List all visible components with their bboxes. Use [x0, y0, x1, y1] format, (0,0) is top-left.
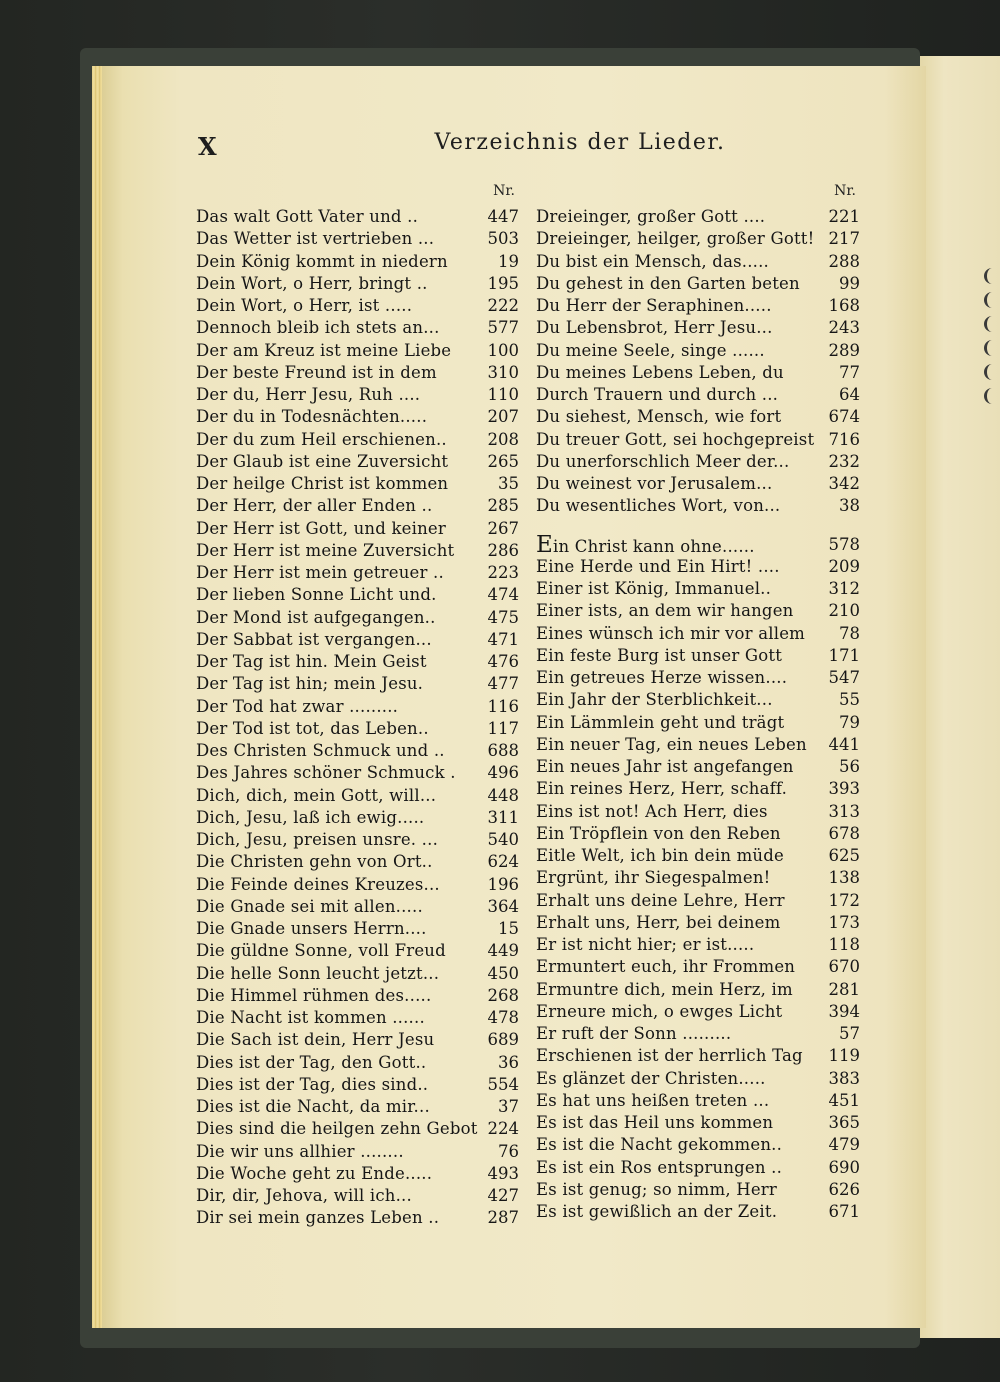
hymn-number: 79 [839, 712, 860, 732]
hymn-title: Dein König kommt in niedern [196, 251, 448, 271]
index-entry [536, 273, 860, 295]
index-entry [536, 845, 860, 867]
hymn-number: 427 [487, 1186, 519, 1205]
hymn-title: Dies ist die Nacht, da mir... [196, 1097, 430, 1116]
hymn-number: 117 [487, 718, 519, 738]
index-entry [196, 1141, 519, 1163]
hymn-title: Dein Wort, o Herr, ist ..... [196, 296, 413, 315]
index-entry [196, 495, 519, 517]
hymn-number: 15 [498, 919, 519, 938]
hymn-number: 172 [828, 890, 860, 910]
index-entry [196, 1052, 519, 1074]
hymn-number: 217 [828, 229, 860, 249]
hymn-number: 626 [828, 1179, 860, 1199]
hymn-title: Du meines Lebens Leben, du [536, 362, 784, 382]
index-entry [536, 384, 860, 406]
index-entry [536, 623, 860, 645]
index-entry [196, 1074, 519, 1096]
index-entry [536, 1112, 860, 1134]
hymn-title: Ein Tröpflein von den Reben [536, 823, 781, 843]
index-entry [196, 985, 519, 1007]
hymn-title: Es ist genug; so nimm, Herr [536, 1179, 777, 1199]
hymn-title: Ein getreues Herze wissen.... [536, 668, 788, 687]
index-entry [536, 295, 860, 317]
hymn-title: Ein neues Jahr ist angefangen [536, 757, 794, 776]
hymn-number: 78 [839, 623, 860, 643]
index-entry [536, 206, 860, 228]
facing-page-glyph [984, 292, 1000, 308]
hymn-number: 578 [828, 534, 860, 554]
index-entry [536, 956, 860, 978]
index-entry [536, 867, 860, 889]
hymn-title: Die Woche geht zu Ende..... [196, 1163, 433, 1183]
index-entry [536, 979, 860, 1001]
index-entry [536, 317, 860, 339]
index-entry [196, 1007, 519, 1029]
hymn-title: Du bist ein Mensch, das..... [536, 251, 769, 271]
hymn-title: Dir, dir, Jehova, will ich... [196, 1186, 412, 1205]
hymn-title: Du wesentliches Wort, von... [536, 496, 781, 516]
hymn-number: 364 [487, 896, 519, 916]
index-entry [536, 556, 860, 578]
hymn-number: 55 [839, 690, 860, 710]
index-entry [536, 473, 860, 495]
hymn-number: 289 [828, 340, 860, 360]
hymn-title: Er ist nicht hier; er ist..... [536, 935, 755, 954]
hymn-title: Ein neuer Tag, ein neues Leben [536, 734, 807, 754]
index-entry [196, 673, 519, 695]
hymn-number: 625 [828, 846, 860, 865]
index-entry [196, 1029, 519, 1051]
hymn-number: 674 [828, 407, 860, 427]
hymn-number: 171 [828, 645, 860, 665]
page-header [100, 128, 900, 168]
hymn-title: Dies ist der Tag, den Gott.. [196, 1052, 427, 1072]
index-entry [196, 762, 519, 784]
index-entry [196, 874, 519, 896]
index-entry [196, 540, 519, 562]
hymn-number: 110 [487, 385, 519, 404]
hymn-title: Du meine Seele, singe ...... [536, 340, 765, 360]
hymn-number: 394 [828, 1001, 860, 1021]
hymn-number: 221 [828, 207, 860, 226]
hymn-number: 138 [828, 868, 860, 888]
hymn-number: 450 [487, 963, 519, 983]
hymn-title: Du treuer Gott, sei hochgepreist [536, 429, 815, 449]
hymn-title: Du Lebensbrot, Herr Jesu... [536, 318, 773, 338]
hymn-title: Der lieben Sonne Licht und. [196, 585, 437, 605]
hymn-number: 393 [828, 779, 860, 799]
hymn-title: Eine Herde und Ein Hirt! .... [536, 556, 780, 576]
hymn-number: 173 [828, 912, 860, 932]
hymn-title: Durch Trauern und durch ... [536, 385, 779, 404]
hymn-title: Es hat uns heißen treten ... [536, 1090, 770, 1110]
hymn-title: Eines wünsch ich mir vor allem [536, 623, 806, 643]
index-entry [196, 718, 519, 740]
index-entry [536, 429, 860, 451]
index-entry [536, 712, 860, 734]
index-entry [196, 273, 519, 295]
index-entry [196, 562, 519, 584]
hymn-number: 265 [487, 451, 519, 471]
hymn-title: Der Herr ist Gott, und keiner [196, 518, 446, 538]
hymn-number: 310 [487, 362, 519, 382]
hymn-number: 268 [487, 985, 519, 1005]
hymn-number: 196 [487, 874, 519, 894]
index-entry [536, 645, 860, 667]
index-entry [536, 801, 860, 823]
index-entry [536, 406, 860, 428]
hymn-title: Die Gnade sei mit allen..... [196, 896, 423, 916]
index-entry [536, 1045, 860, 1067]
hymn-number: 287 [487, 1208, 519, 1228]
hymn-number: 36 [498, 1052, 519, 1072]
hymn-title: Des Christen Schmuck und .. [196, 741, 445, 760]
index-entry [536, 1023, 860, 1045]
index-entry [536, 228, 860, 250]
hymn-number: 540 [487, 830, 519, 849]
hymn-number: 76 [498, 1141, 519, 1161]
index-entry [196, 429, 519, 451]
hymn-title: Ein Christ kann ohne...... [536, 533, 755, 556]
hymn-number: 285 [487, 496, 519, 516]
index-entry [196, 228, 519, 250]
hymn-title: Ergrünt, ihr Siegespalmen! [536, 868, 771, 888]
hymn-number: 116 [487, 696, 519, 716]
hymn-title: Der beste Freund ist in dem [196, 362, 437, 382]
index-entry [536, 823, 860, 845]
index-entry [196, 1096, 519, 1118]
hymn-title: Erschienen ist der herrlich Tag [536, 1046, 803, 1066]
hymn-number: 342 [828, 474, 860, 493]
hymn-number: 365 [828, 1113, 860, 1132]
facing-page-edge [920, 56, 1000, 1338]
hymn-number: 690 [828, 1157, 860, 1177]
index-entry [536, 362, 860, 384]
hymn-title: Es glänzet der Christen..... [536, 1068, 766, 1088]
index-column-left [196, 176, 519, 1230]
hymn-title: Ermuntert euch, ihr Frommen [536, 957, 796, 977]
hymn-number: 286 [487, 540, 519, 560]
hymn-number: 689 [487, 1030, 519, 1050]
index-entry [196, 807, 519, 829]
hymn-title: Der Tag ist hin; mein Jesu. [196, 674, 424, 694]
hymn-title: Der du in Todesnächten..... [196, 407, 428, 427]
hymn-title: Das Wetter ist vertrieben ... [196, 229, 435, 249]
index-entry [536, 890, 860, 912]
index-entry [196, 651, 519, 673]
hymn-title: Dreieinger, heilger, großer Gott! [536, 229, 815, 249]
hymn-title: Die Himmel rühmen des..... [196, 985, 432, 1005]
facing-page-glyph [984, 340, 1000, 356]
index-entry [196, 451, 519, 473]
hymn-title: Erhalt uns deine Lehre, Herr [536, 890, 785, 910]
hymn-number: 119 [828, 1046, 860, 1066]
index-entry [196, 362, 519, 384]
index-entry [196, 384, 519, 406]
hymn-number: 554 [487, 1074, 519, 1094]
hymn-title: Erneure mich, o ewges Licht [536, 1001, 783, 1021]
hymn-number: 447 [487, 207, 519, 226]
hymn-number: 35 [498, 474, 519, 493]
hymn-title: Es ist gewißlich an der Zeit. [536, 1202, 778, 1221]
index-entry [196, 473, 519, 495]
index-entry [536, 578, 860, 600]
hymn-title: Eins ist not! Ach Herr, dies [536, 801, 768, 821]
hymn-title: Dies ist der Tag, dies sind.. [196, 1074, 429, 1094]
facing-page-glyph [984, 268, 1000, 284]
index-entry [196, 1207, 519, 1229]
hymn-number: 503 [487, 229, 519, 249]
hymn-number: 77 [839, 362, 860, 382]
hymn-number: 100 [487, 340, 519, 360]
index-entry [536, 495, 860, 517]
page-title: Verzeichnis der Lieder. [434, 130, 726, 155]
hymn-title: Einer ist König, Immanuel.. [536, 579, 772, 598]
hymn-number: 670 [828, 957, 860, 977]
index-entry [536, 340, 860, 362]
index-entry [536, 689, 860, 711]
hymn-title: Das walt Gott Vater und .. [196, 207, 419, 226]
index-entry [536, 667, 860, 689]
hymn-number: 267 [487, 518, 519, 538]
index-entry [196, 896, 519, 918]
hymn-number: 209 [828, 556, 860, 576]
index-entry [536, 251, 860, 273]
index-entry [196, 1118, 519, 1140]
hymn-title: Erhalt uns, Herr, bei deinem [536, 912, 781, 932]
index-entry [536, 1068, 860, 1090]
hymn-title: Der Herr ist meine Zuversicht [196, 540, 455, 560]
hymn-number: 496 [487, 763, 519, 783]
hymn-number: 312 [828, 579, 860, 598]
hymn-number: 118 [828, 935, 860, 954]
hymn-number: 210 [828, 601, 860, 621]
hymn-number: 547 [828, 668, 860, 687]
hymn-number: 195 [487, 273, 519, 293]
hymn-number: 577 [487, 318, 519, 338]
index-entry [196, 940, 519, 962]
index-entry [196, 785, 519, 807]
hymn-title: Du siehest, Mensch, wie fort [536, 407, 782, 427]
hymn-title: Es ist die Nacht gekommen.. [536, 1135, 783, 1155]
index-entry [536, 1001, 860, 1023]
hymn-title: Dir sei mein ganzes Leben .. [196, 1208, 440, 1228]
hymn-number: 223 [487, 563, 519, 582]
hymn-title: Der Tag ist hin. Mein Geist [196, 652, 427, 671]
hymn-title: Du weinest vor Jerusalem... [536, 474, 773, 493]
index-entry [536, 1179, 860, 1201]
index-entry [536, 534, 860, 556]
hymn-number: 688 [487, 741, 519, 760]
hymn-number: 475 [487, 607, 519, 627]
hymn-number: 671 [828, 1202, 860, 1221]
hymn-title: Du Herr der Seraphinen..... [536, 296, 772, 315]
hymn-number: 288 [828, 251, 860, 271]
hymn-title: Der Herr ist mein getreuer .. [196, 563, 444, 582]
hymn-number: 232 [828, 451, 860, 471]
index-entry [196, 629, 519, 651]
hymn-title: Der Sabbat ist vergangen... [196, 629, 432, 649]
column-header-number: Nr. [834, 183, 856, 199]
hymn-title: Der du zum Heil erschienen.. [196, 429, 447, 449]
hymn-title: Ermuntre dich, mein Herz, im [536, 979, 793, 999]
hymn-title: Der heilge Christ ist kommen [196, 474, 449, 493]
hymn-number: 37 [498, 1097, 519, 1116]
hymn-title: Die helle Sonn leucht jetzt... [196, 963, 440, 983]
index-entry [196, 251, 519, 273]
hymn-title: Die wir uns allhier ........ [196, 1141, 404, 1161]
hymn-title: Einer ists, an dem wir hangen [536, 601, 794, 621]
index-entry [196, 918, 519, 940]
hymn-title: Ein Lämmlein geht und trägt [536, 712, 785, 732]
index-entry [196, 1163, 519, 1185]
index-entry [536, 912, 860, 934]
index-entry [196, 317, 519, 339]
index-entry [536, 1157, 860, 1179]
column-header-number: Nr. [493, 183, 515, 199]
hymn-title: Der Herr, der aller Enden .. [196, 496, 433, 516]
hymn-number: 716 [828, 429, 860, 449]
hymn-title: Des Jahres schöner Schmuck . [196, 763, 456, 783]
index-entry [196, 206, 519, 228]
hymn-number: 311 [487, 807, 519, 827]
hymn-title: Der Mond ist aufgegangen.. [196, 607, 436, 627]
hymn-number: 478 [487, 1008, 519, 1027]
index-entry [196, 518, 519, 540]
hymn-number: 208 [487, 429, 519, 449]
hymn-title: Dein Wort, o Herr, bringt .. [196, 273, 428, 293]
hymn-number: 57 [839, 1024, 860, 1043]
index-entry [536, 451, 860, 473]
hymn-title: Dich, Jesu, laß ich ewig..... [196, 807, 425, 827]
hymn-title: Dich, dich, mein Gott, will... [196, 785, 437, 805]
index-entry [196, 829, 519, 851]
index-entry [536, 756, 860, 778]
index-entry [536, 1090, 860, 1112]
hymn-number: 313 [828, 801, 860, 821]
hymn-title: Der Tod hat zwar ......... [196, 696, 399, 716]
hymn-number: 449 [487, 941, 519, 961]
hymn-title: Die Christen gehn von Ort.. [196, 852, 433, 872]
index-entry [536, 1134, 860, 1156]
hymn-number: 471 [487, 629, 519, 649]
hymn-title: Dies sind die heilgen zehn Gebot [196, 1119, 478, 1139]
hymn-title: Dennoch bleib ich stets an... [196, 318, 440, 338]
index-entry [196, 584, 519, 606]
hymn-title: Dich, Jesu, preisen unsre. ... [196, 830, 439, 849]
hymn-title: Der du, Herr Jesu, Ruh .... [196, 385, 421, 404]
hymn-number: 451 [828, 1090, 860, 1110]
hymn-title: Ein Jahr der Sterblichkeit... [536, 690, 773, 710]
hymn-title: Ein feste Burg ist unser Gott [536, 645, 783, 665]
hymn-number: 281 [828, 979, 860, 999]
hymn-number: 168 [828, 296, 860, 315]
hymn-title: Ein reines Herz, Herr, schaff. [536, 779, 788, 799]
hymn-number: 243 [828, 318, 860, 338]
index-entry [196, 406, 519, 428]
page-number: X [198, 132, 217, 161]
hymn-title: Die Feinde deines Kreuzes... [196, 874, 440, 894]
index-entry [536, 934, 860, 956]
hymn-title: Die güldne Sonne, voll Freud [196, 941, 446, 961]
hymn-title: Die Sach ist dein, Herr Jesu [196, 1030, 435, 1050]
index-entry [536, 1201, 860, 1223]
hymn-title: Der Tod ist tot, das Leben.. [196, 718, 429, 738]
hymn-title: Es ist das Heil uns kommen [536, 1113, 774, 1132]
hymn-number: 493 [487, 1163, 519, 1183]
page-gilt-edge [92, 66, 102, 1328]
index-entry [196, 607, 519, 629]
hymn-title: Es ist ein Ros entsprungen .. [536, 1157, 783, 1177]
hymn-title: Die Gnade unsers Herrn.... [196, 919, 427, 938]
hymn-number: 99 [839, 273, 860, 293]
index-entry [196, 851, 519, 873]
hymn-number: 222 [487, 296, 519, 315]
index-entry [196, 963, 519, 985]
hymn-title: Eitle Welt, ich bin dein müde [536, 846, 784, 865]
index-entry [196, 1185, 519, 1207]
index-entry [196, 295, 519, 317]
hymn-number: 441 [828, 734, 860, 754]
facing-page-glyph [984, 388, 1000, 404]
hymn-title: Du unerforschlich Meer der... [536, 451, 790, 471]
hymn-number: 477 [487, 674, 519, 694]
hymn-number: 38 [839, 496, 860, 516]
hymn-number: 224 [487, 1119, 519, 1139]
hymn-title: Der am Kreuz ist meine Liebe [196, 340, 452, 360]
hymn-title: Dreieinger, großer Gott .... [536, 207, 766, 226]
index-entry [196, 340, 519, 362]
index-entry [196, 740, 519, 762]
hymn-number: 19 [498, 251, 519, 271]
facing-page-glyph [984, 316, 1000, 332]
hymn-title: Der Glaub ist eine Zuversicht [196, 451, 449, 471]
hymn-number: 383 [828, 1068, 860, 1088]
hymn-title: Du gehest in den Garten beten [536, 273, 800, 293]
facing-page-glyph [984, 364, 1000, 380]
hymn-number: 479 [828, 1135, 860, 1155]
hymn-number: 207 [487, 407, 519, 427]
hymn-number: 678 [828, 823, 860, 843]
index-entry [536, 778, 860, 800]
index-entry [196, 696, 519, 718]
hymn-title: Er ruft der Sonn ......... [536, 1024, 732, 1043]
hymn-number: 476 [487, 652, 519, 671]
index-entry [536, 734, 860, 756]
hymn-number: 474 [487, 585, 519, 605]
hymn-number: 448 [487, 785, 519, 805]
hymn-number: 624 [487, 852, 519, 872]
hymn-number: 56 [839, 757, 860, 776]
index-entry [536, 600, 860, 622]
hymn-title: Die Nacht ist kommen ...... [196, 1008, 425, 1027]
hymn-number: 64 [839, 385, 860, 404]
index-column-right [536, 176, 860, 1223]
